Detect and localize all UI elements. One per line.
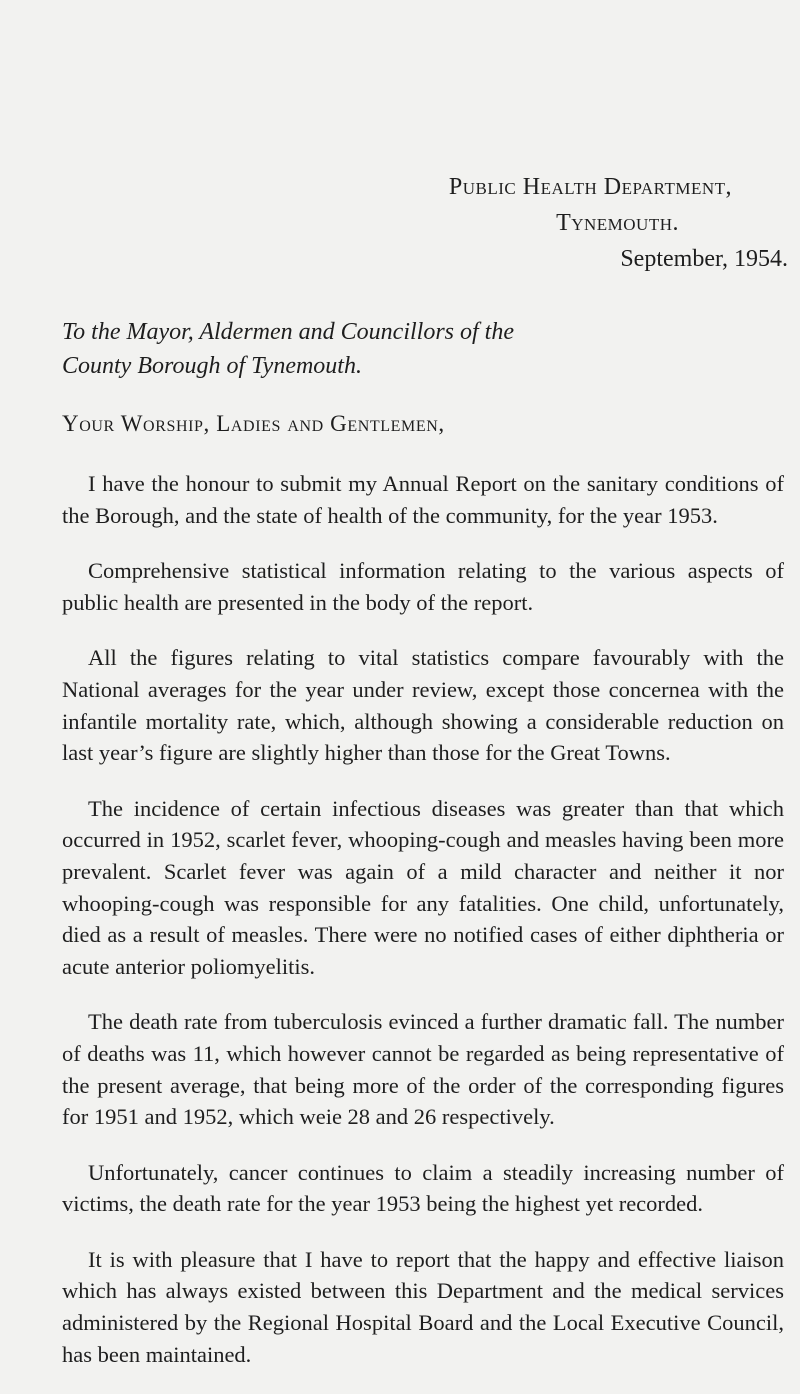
- department-heading: Public Health Department,: [448, 174, 732, 200]
- salutation: Your Worship, Ladies and Gentlemen,: [62, 411, 445, 436]
- letter-body: [62, 468, 784, 1394]
- paragraph: Comprehensive statistical information relating to the various aspects of public health are presented in the body of the report.: [62, 558, 784, 615]
- paragraph: It is with pleasure that I have to report that the happy and effective liaison which has always existed between this Department and the medical services administered by the Regional Hospital Board and the Local Executive Council, has been maintained.: [62, 1246, 784, 1367]
- paragraph: Unfortunately, cancer continues to claim a steadily increasing number of victims, the death rate for the year 1953 being the highest yet recorded.: [62, 1159, 784, 1217]
- paragraph: All the figures relating to vital statistics compare favourably with the National averages for the year under review, except those concernea with the infantile mortality rate, which, although showing a considerable reduction on last year’s figure are slightly higher than those for the Great Towns.: [62, 645, 784, 766]
- paragraph: The incidence of certain infectious diseases was greater than that which occurred in 1952, scarlet fever, whooping-cough and measles having been more prevalent. Scarlet fever was again of a mild character and neither it nor whooping-cough was responsible for any fatalities. One child, unfortunately, died as a result of measles. There were no notified cases of either diphtheria or acute anterior poliomyelitis.: [62, 795, 784, 979]
- place-heading: Tynemouth.: [556, 210, 679, 236]
- letter-date: September, 1954.: [620, 246, 788, 272]
- address-line-2: County Borough of Tynemouth.: [62, 353, 362, 379]
- address-block: [62, 315, 762, 383]
- paragraph: I have the honour to submit my Annual Report on the sanitary conditions of the Borough, and the state of health of the community, for the year 1953.: [62, 471, 784, 528]
- paragraph: The death rate from tuberculosis evinced a further dramatic fall. The number of deaths was 11, which however cannot be regarded as being representative of the present average, that being more of the order of the corresponding figures for 1951 and 1952, which weie 28 and 26 respectively.: [62, 1009, 784, 1130]
- address-line-1: To the Mayor, Aldermen and Councillors of the: [62, 319, 514, 345]
